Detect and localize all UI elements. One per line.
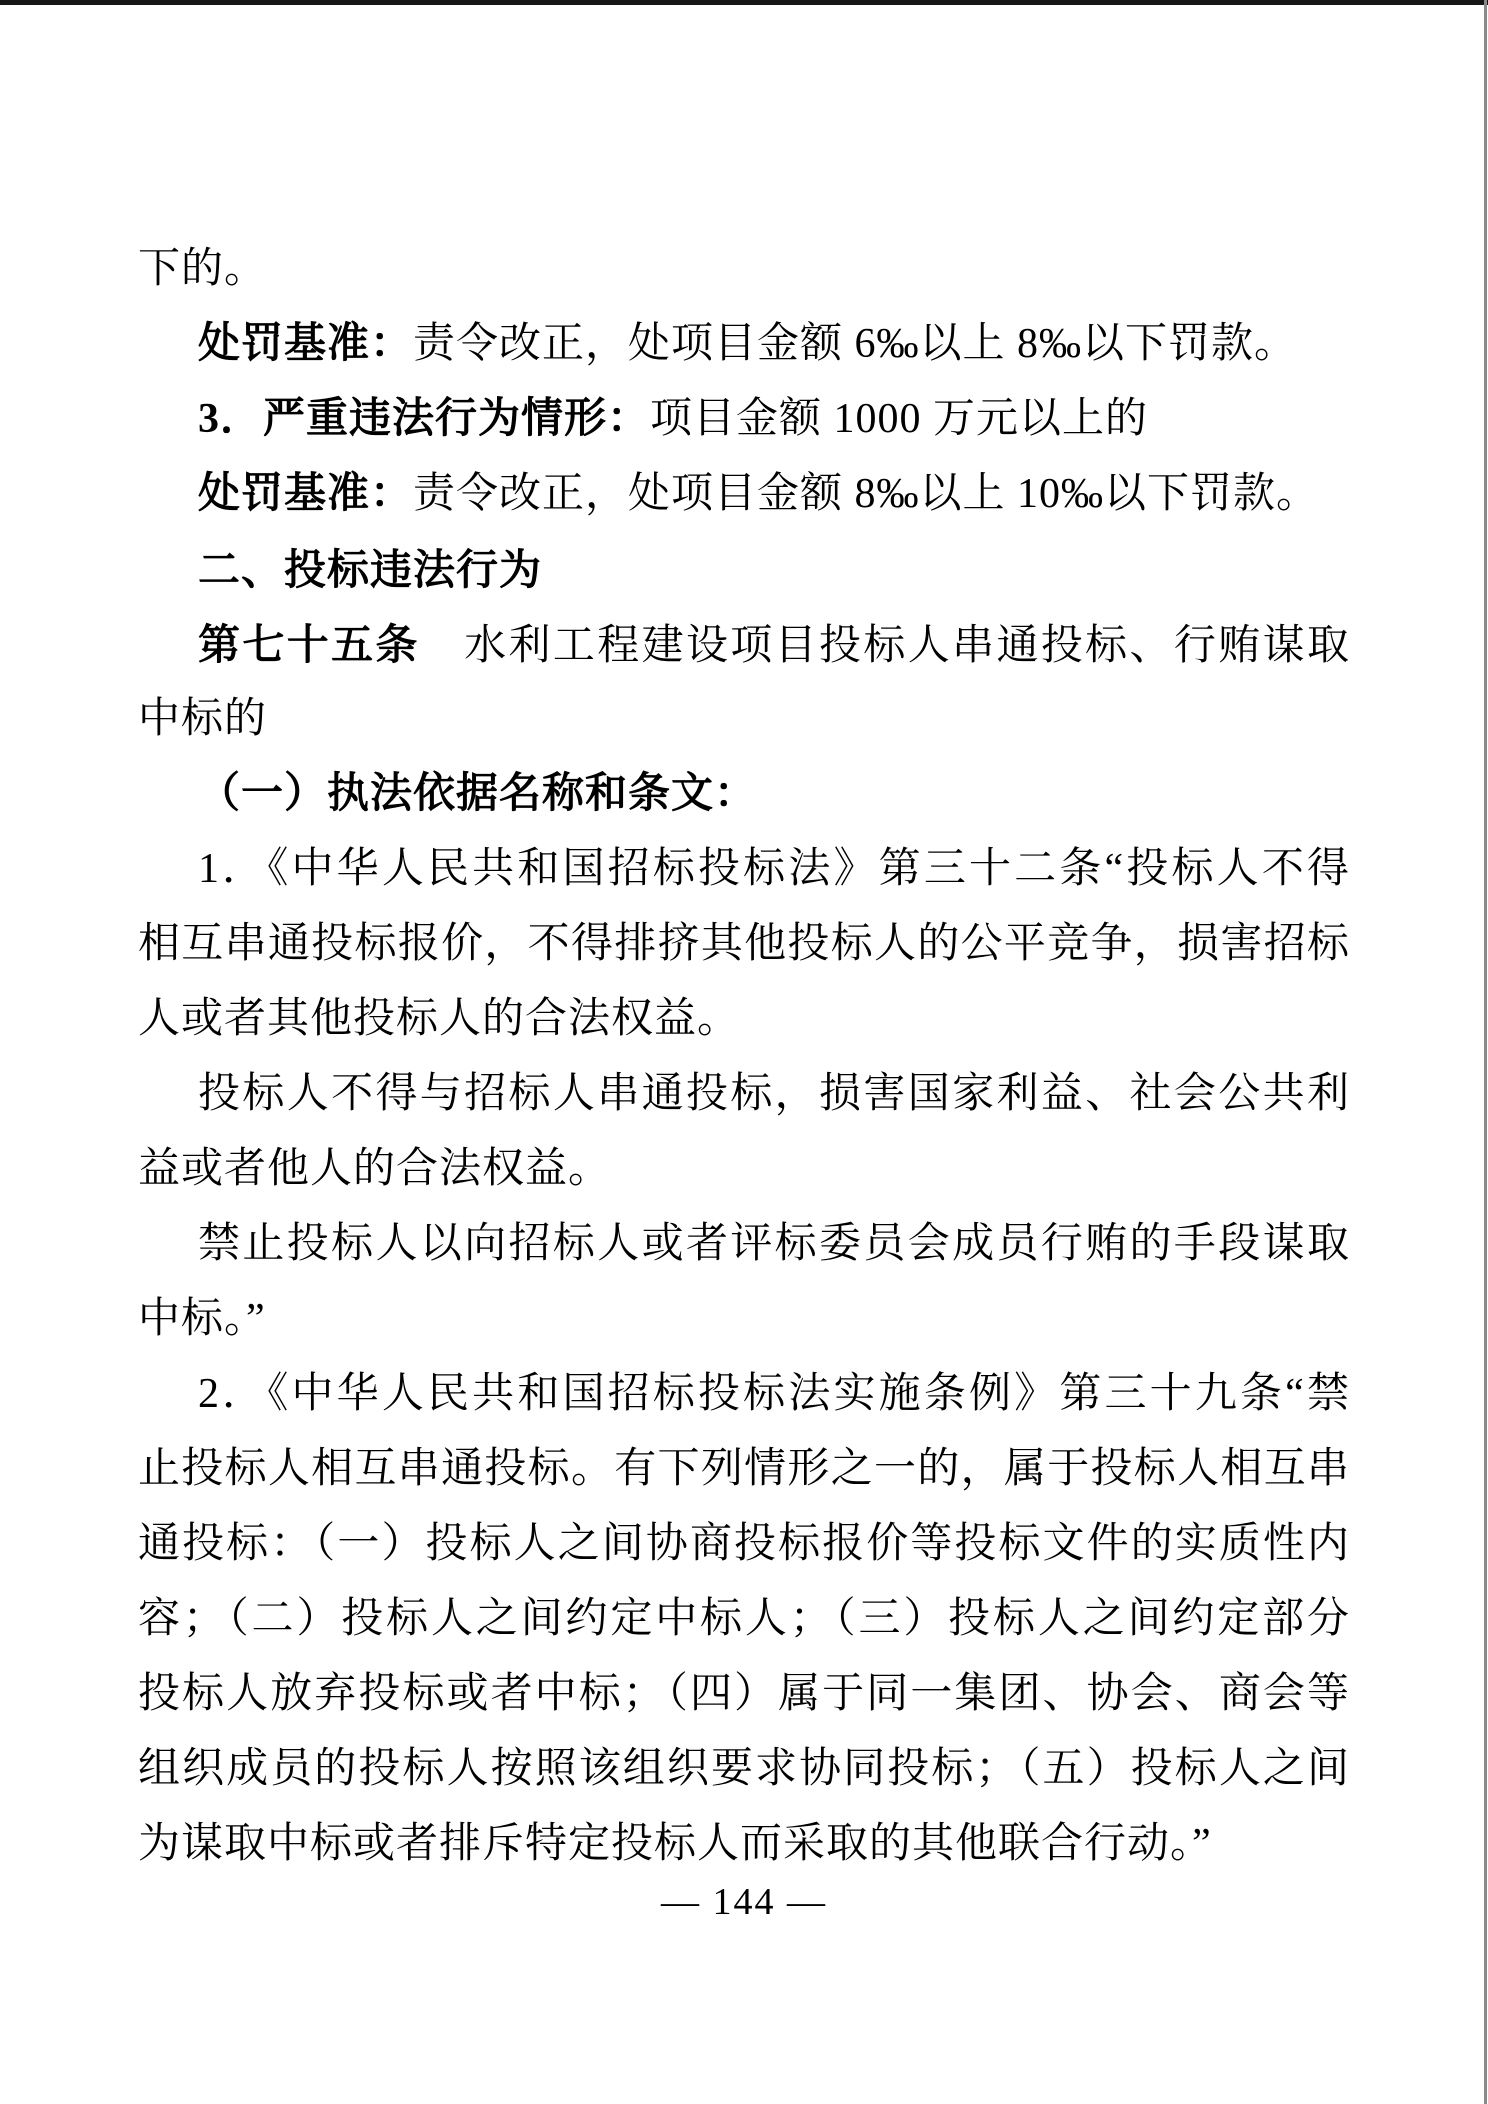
text-line bbox=[138, 1432, 1350, 1507]
text-run: 2．《中华人民共和国招标投标法实施条例》第三十九条“禁 bbox=[198, 1371, 1350, 1417]
page-top-border bbox=[0, 0, 1488, 5]
text-line bbox=[138, 907, 1350, 982]
section-heading-run: 二、投标违法行为 bbox=[198, 546, 543, 593]
text-line bbox=[138, 232, 1350, 307]
text-run: 为谋取中标或者排斥特定投标人而采取的其他联合行动。” bbox=[138, 1821, 1212, 1867]
text-line bbox=[138, 682, 1350, 757]
text-run: 水利工程建设项目投标人串通投标、行贿谋取 bbox=[419, 623, 1350, 669]
text-run: 相互串通投标报价，不得排挤其他投标人的公平竞争，损害招标 bbox=[138, 921, 1350, 967]
page-number: — 144 — bbox=[661, 1881, 827, 1923]
text-run: 容；（二）投标人之间约定中标人；（三）投标人之间约定部分 bbox=[138, 1596, 1350, 1642]
violation-item-line bbox=[138, 382, 1350, 457]
text-line bbox=[138, 1507, 1350, 1582]
text-run: 组织成员的投标人按照该组织要求协同投标；（五）投标人之间 bbox=[138, 1746, 1350, 1792]
text-line bbox=[138, 1807, 1350, 1882]
text-run: 中标的 bbox=[138, 696, 268, 742]
penalty-standard-line bbox=[138, 307, 1350, 382]
subsection-heading bbox=[138, 757, 1350, 832]
text-run: 下的。 bbox=[138, 246, 268, 292]
text-line bbox=[138, 1207, 1350, 1282]
text-run: 1．《中华人民共和国招标投标法》第三十二条“投标人不得 bbox=[198, 846, 1350, 892]
text-line bbox=[138, 982, 1350, 1057]
text-line bbox=[138, 1732, 1350, 1807]
text-line bbox=[138, 1057, 1350, 1132]
text-line bbox=[138, 1582, 1350, 1657]
text-run: 项目金额 1000 万元以上的 bbox=[650, 396, 1149, 442]
penalty-standard-line bbox=[138, 457, 1350, 532]
bold-label-run: 3．严重违法行为情形： bbox=[198, 396, 651, 442]
text-line bbox=[138, 1657, 1350, 1732]
text-run: 止投标人相互串通投标。有下列情形之一的，属于投标人相互串 bbox=[138, 1446, 1350, 1492]
text-run: 通投标：（一）投标人之间协商投标报价等投标文件的实质性内 bbox=[138, 1521, 1350, 1567]
text-run: 投标人不得与招标人串通投标，损害国家利益、社会公共利 bbox=[198, 1071, 1350, 1117]
page-right-border bbox=[1484, 0, 1487, 2104]
article-number-run: 第七十五条 bbox=[198, 621, 420, 668]
text-run: 责令改正，处项目金额 6‰以上 8‰以下罚款。 bbox=[413, 321, 1298, 367]
subsection-heading-run: （一）执法依据名称和条文： bbox=[198, 771, 758, 817]
text-line bbox=[138, 1132, 1350, 1207]
section-heading bbox=[138, 532, 1350, 607]
bold-label-run: 处罚基准： bbox=[198, 471, 414, 517]
text-run: 禁止投标人以向招标人或者评标委员会成员行贿的手段谋取 bbox=[198, 1221, 1350, 1267]
bold-label-run: 处罚基准： bbox=[198, 321, 414, 367]
text-run: 责令改正，处项目金额 8‰以上 10‰以下罚款。 bbox=[413, 471, 1320, 517]
law-citation-line bbox=[138, 1357, 1350, 1432]
text-line bbox=[138, 1282, 1350, 1357]
text-run: 人或者其他投标人的合法权益。 bbox=[138, 996, 741, 1042]
article-line bbox=[138, 607, 1350, 682]
law-citation-line bbox=[138, 832, 1350, 907]
document-body bbox=[138, 232, 1350, 1882]
text-run: 益或者他人的合法权益。 bbox=[138, 1146, 612, 1192]
text-run: 投标人放弃投标或者中标；（四）属于同一集团、协会、商会等 bbox=[138, 1671, 1350, 1717]
text-run: 中标。” bbox=[138, 1296, 266, 1342]
